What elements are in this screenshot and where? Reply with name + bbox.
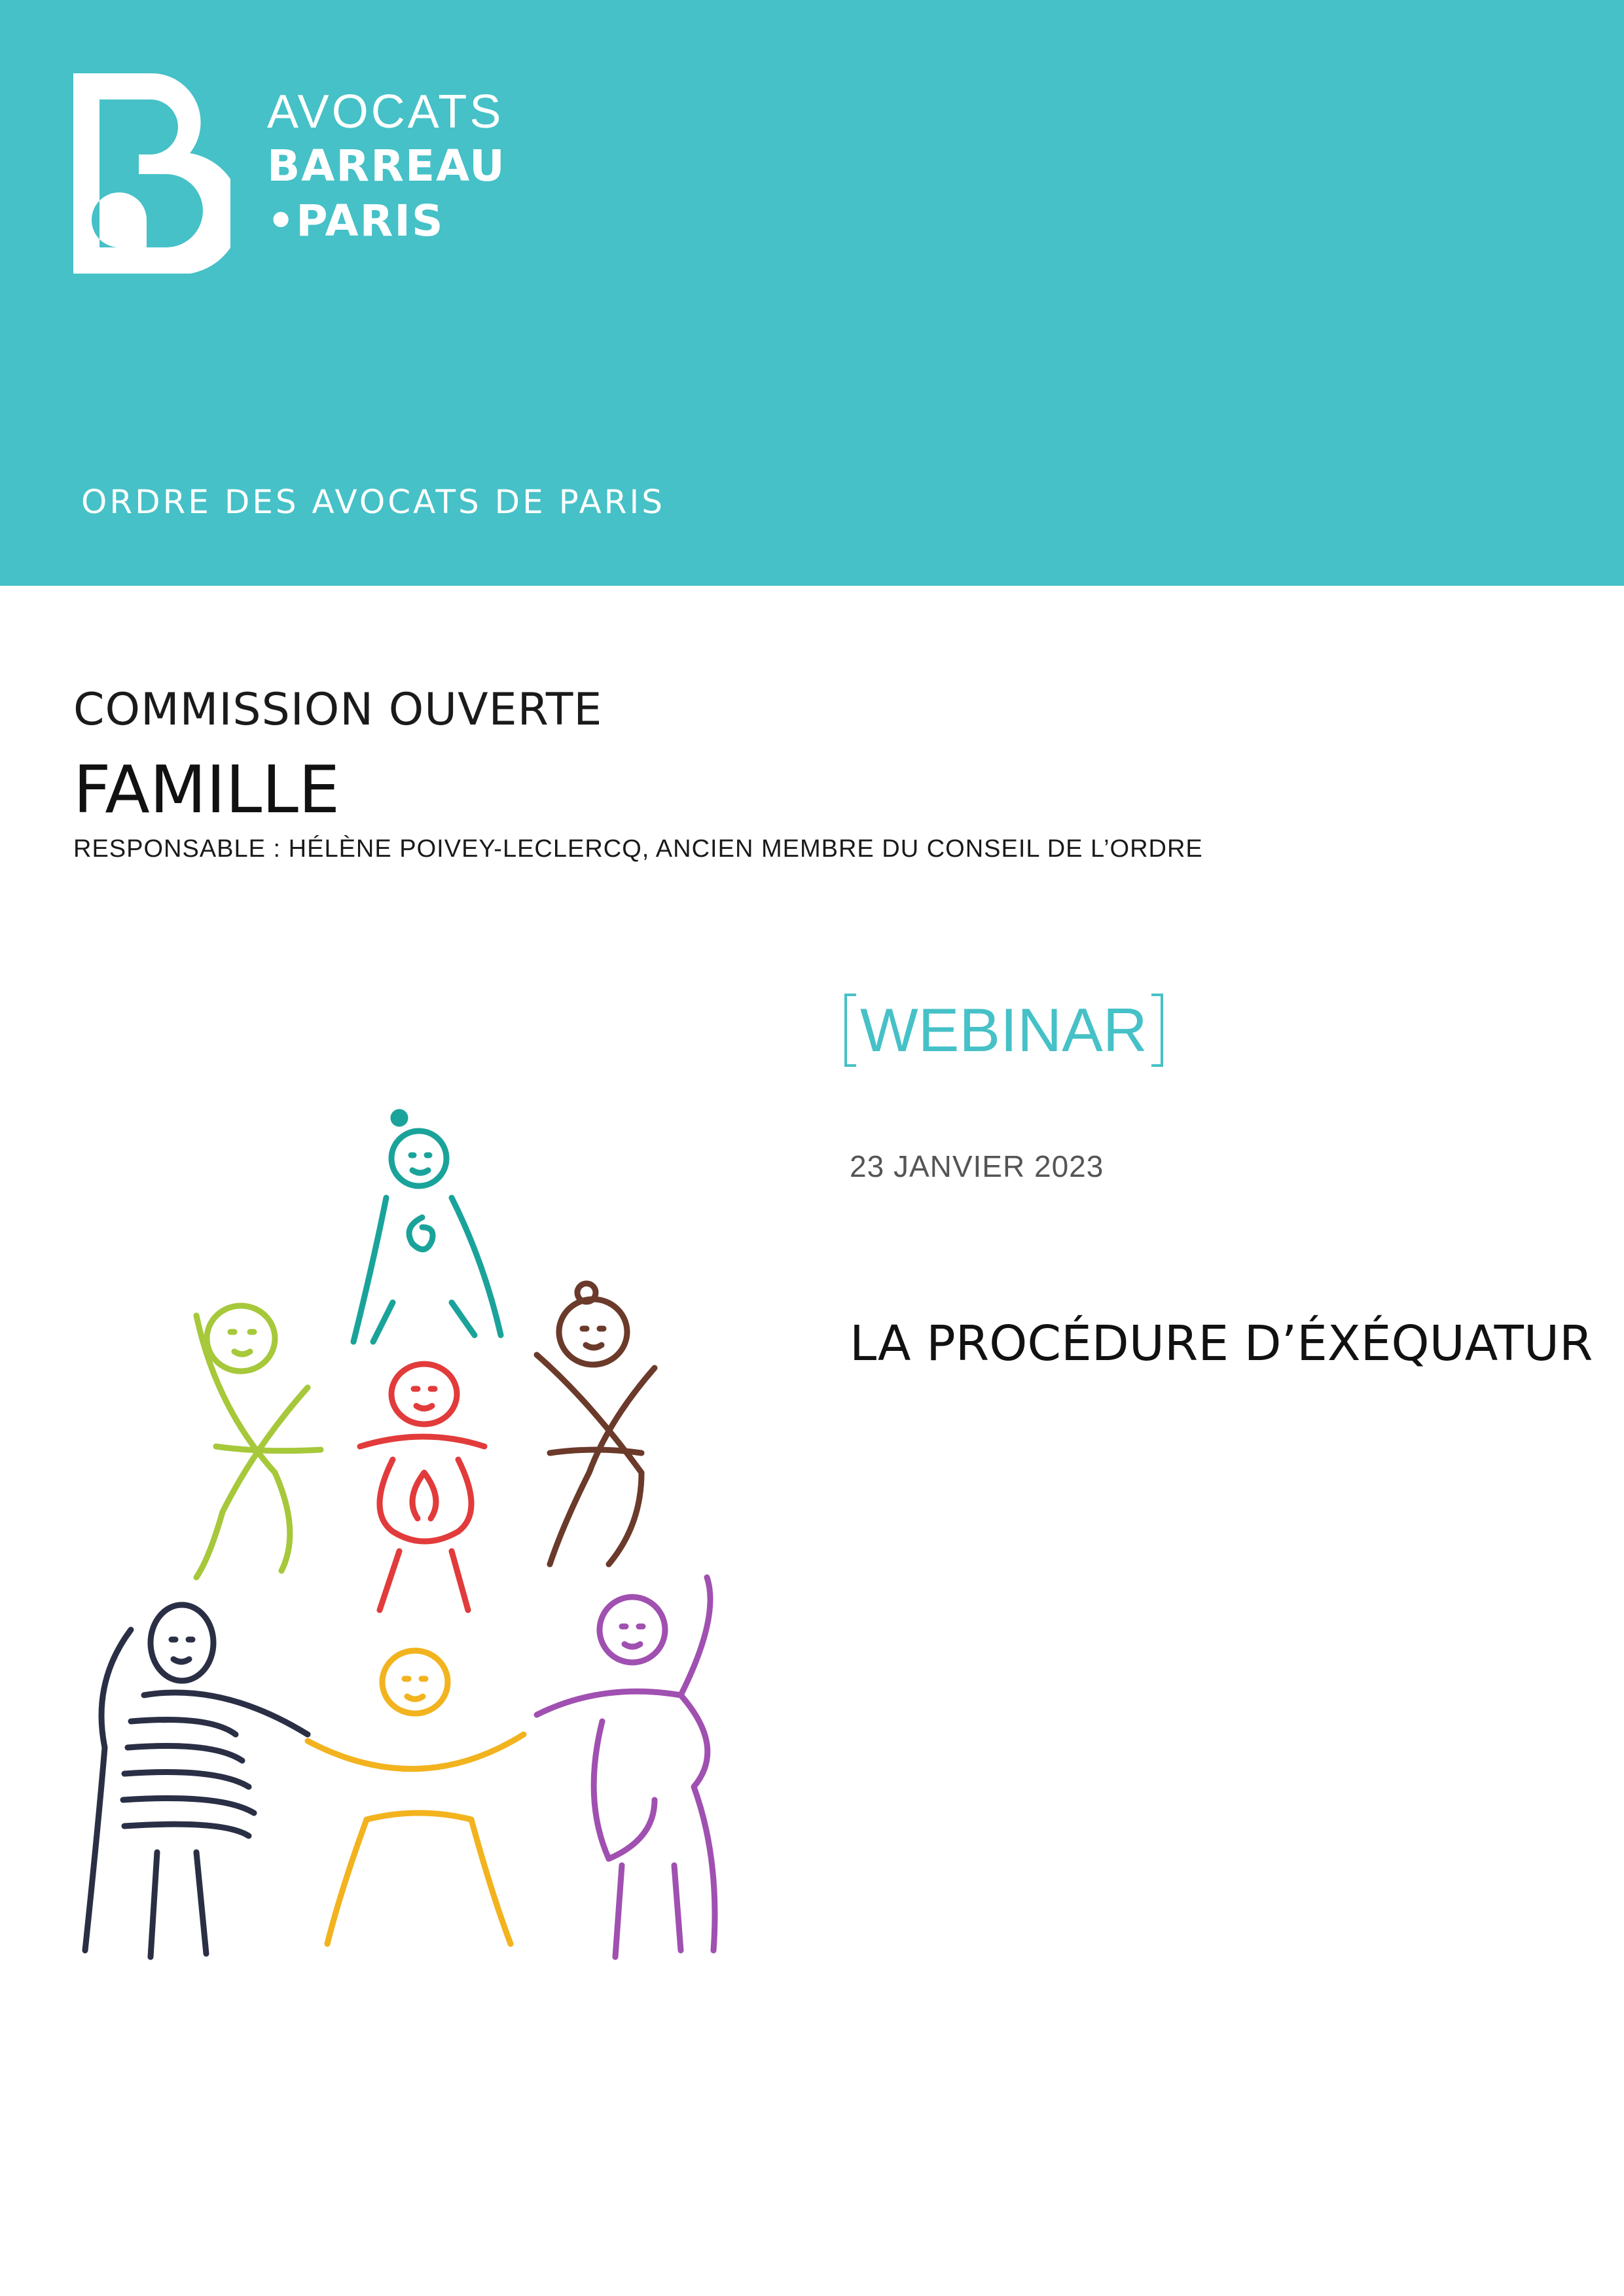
logo-wordmark: [267, 85, 506, 249]
event-date: 23 JANVIER 2023: [850, 1149, 1104, 1183]
family-figures-illustration: [65, 1106, 759, 1970]
brown-figure: [537, 1283, 655, 1564]
barreau-logo-icon: [73, 73, 230, 274]
bracket-left-icon: [844, 994, 856, 1067]
navy-figure: [85, 1605, 308, 1957]
logo-avocats: AVOCATS: [267, 86, 504, 138]
red-figure: [360, 1364, 484, 1610]
event-title: LA PROCÉDURE D’ÉXÉQUATUR: [850, 1316, 1593, 1372]
commission-label: COMMISSION OUVERTE: [73, 684, 603, 736]
yellow-figure: [308, 1651, 524, 1944]
purple-figure: [537, 1577, 715, 1957]
logo-bullet: •: [267, 196, 297, 246]
green-figure: [196, 1306, 321, 1577]
responsible-line: RESPONSABLE : HÉLÈNE POIVEY-LECLERCQ, ANCIEN MEMBRE DU CONSEIL DE L’ORDRE: [73, 835, 1203, 863]
logo-paris-text: PARIS: [296, 196, 444, 246]
webinar-text: WEBINAR: [860, 996, 1147, 1064]
header-band: [0, 0, 1624, 586]
logo-paris: [267, 194, 506, 249]
webinar-label: [844, 994, 1163, 1067]
teal-figure: [353, 1112, 501, 1342]
commission-title: FAMILLE: [73, 751, 340, 828]
bracket-right-icon: [1151, 994, 1163, 1067]
order-name: ORDRE DES AVOCATS DE PARIS: [81, 483, 666, 521]
logo-barreau: BARREAU: [267, 141, 506, 191]
